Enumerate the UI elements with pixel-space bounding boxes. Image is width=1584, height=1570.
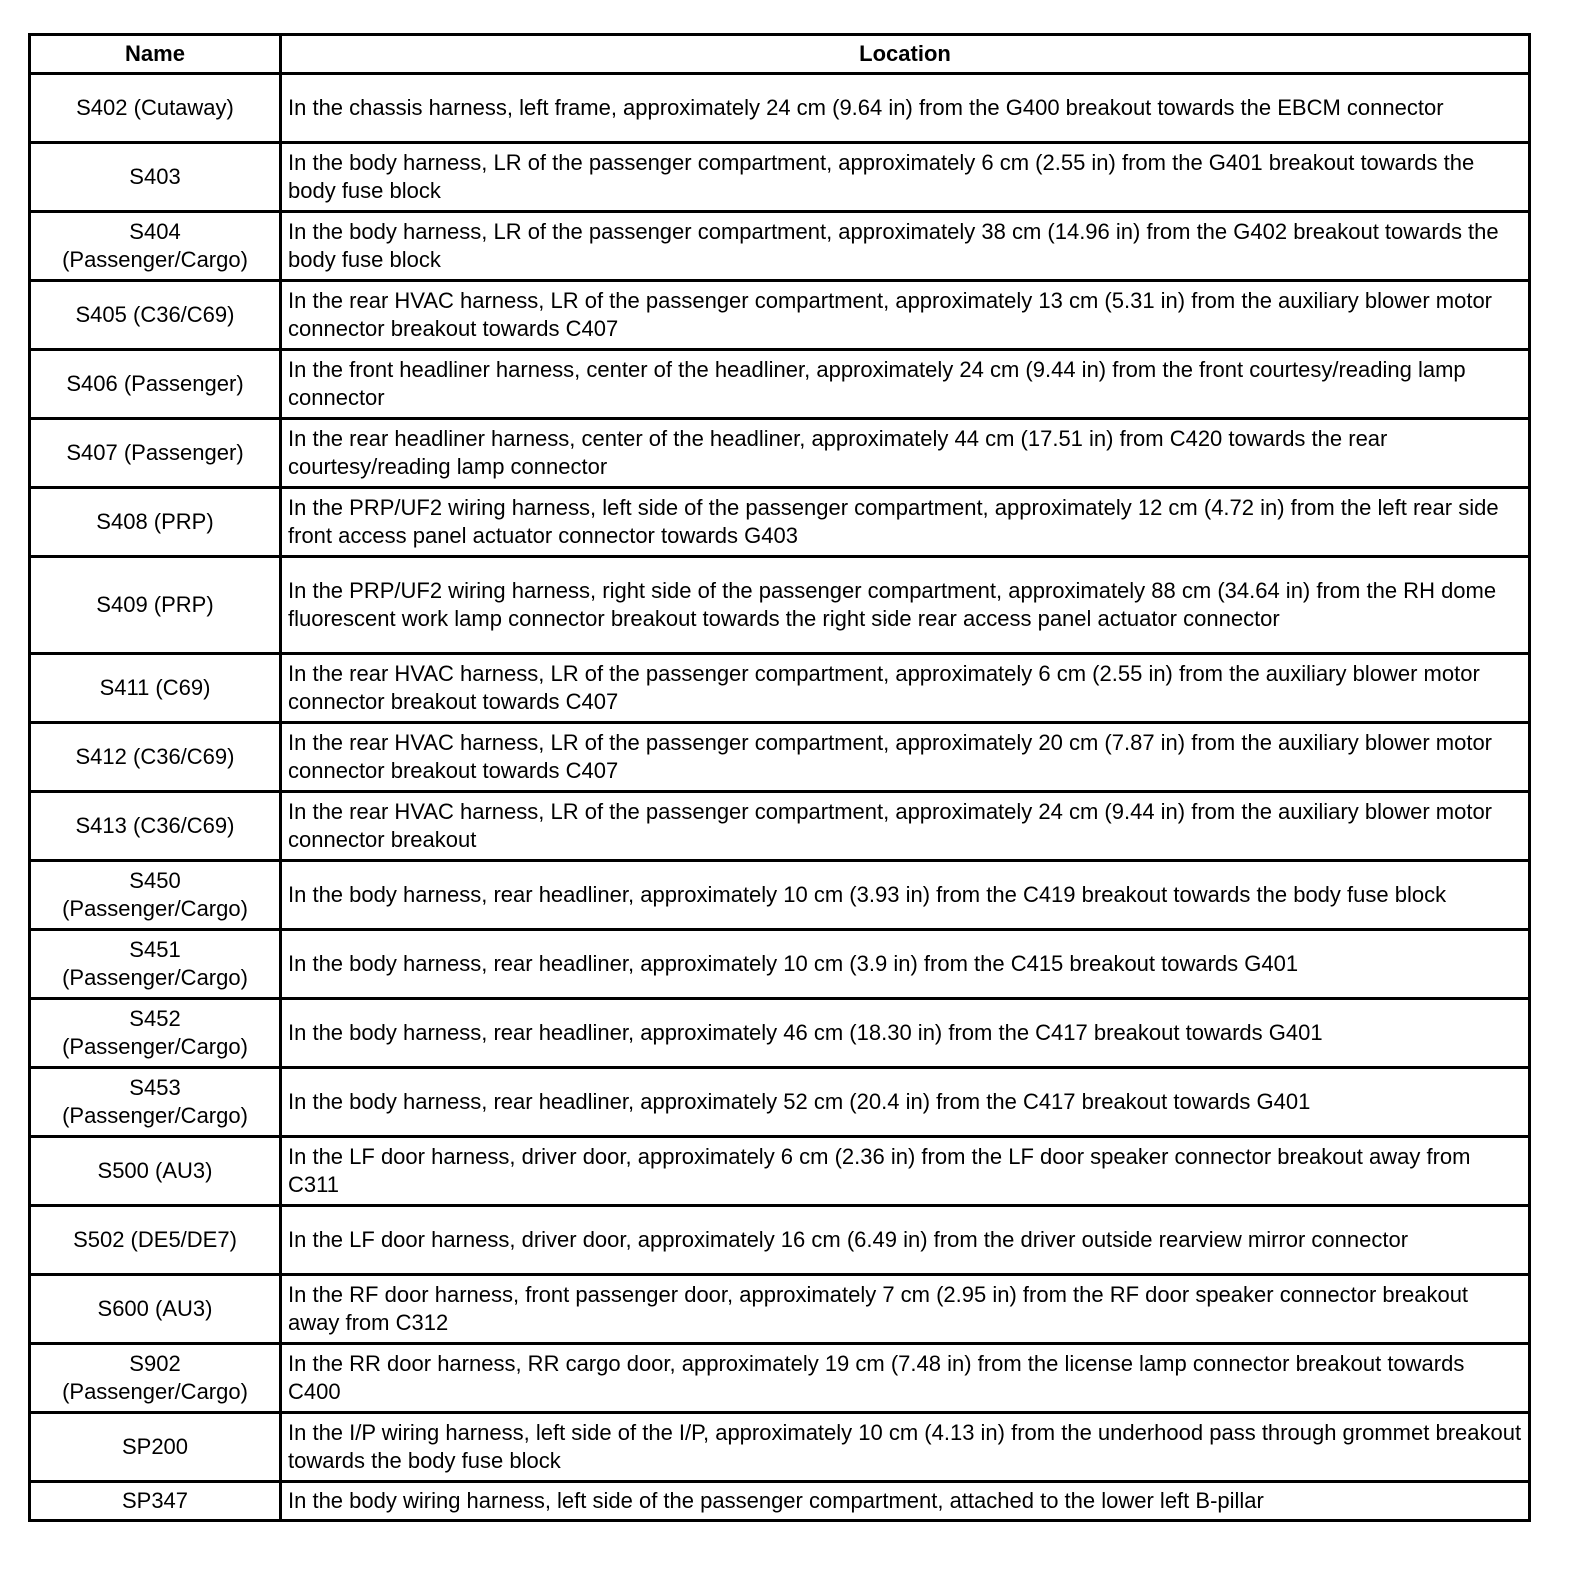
row-name: S408 (PRP) (30, 488, 281, 557)
row-location: In the RF door harness, front passenger door, approximately 7 cm (2.95 in) from the RF door speaker connector breakout away from C312 (281, 1275, 1530, 1344)
row-name: S407 (Passenger) (30, 419, 281, 488)
row-name: S502 (DE5/DE7) (30, 1206, 281, 1275)
table-row (30, 999, 1530, 1068)
row-name: S453 (Passenger/Cargo) (30, 1068, 281, 1137)
row-location: In the rear HVAC harness, LR of the passenger compartment, approximately 6 cm (2.55 in) from the auxiliary blower motor connector breakout towards C407 (281, 654, 1530, 723)
row-name: S406 (Passenger) (30, 350, 281, 419)
row-location: In the rear HVAC harness, LR of the passenger compartment, approximately 24 cm (9.44 in) from the auxiliary blower motor connector breakout (281, 792, 1530, 861)
row-name: S412 (C36/C69) (30, 723, 281, 792)
row-location: In the front headliner harness, center of the headliner, approximately 24 cm (9.44 in) from the front courtesy/reading lamp connector (281, 350, 1530, 419)
table-row (30, 557, 1530, 654)
row-name: S409 (PRP) (30, 557, 281, 654)
row-location: In the PRP/UF2 wiring harness, left side of the passenger compartment, approximately 12 cm (4.72 in) from the left rear side front access panel actuator connector towards G403 (281, 488, 1530, 557)
table-row (30, 792, 1530, 861)
table-row (30, 861, 1530, 930)
row-name: S404 (Passenger/Cargo) (30, 212, 281, 281)
table-row (30, 419, 1530, 488)
table-row (30, 1275, 1530, 1344)
table-header-row (30, 35, 1530, 74)
row-location: In the LF door harness, driver door, approximately 6 cm (2.36 in) from the LF door speaker connector breakout away from C311 (281, 1137, 1530, 1206)
row-location: In the body harness, LR of the passenger compartment, approximately 38 cm (14.96 in) from the G402 breakout towards the body fuse block (281, 212, 1530, 281)
row-name: S405 (C36/C69) (30, 281, 281, 350)
table-row (30, 281, 1530, 350)
row-location: In the PRP/UF2 wiring harness, right side of the passenger compartment, approximately 88 cm (34.64 in) from the RH dome fluorescent work lamp connector breakout towards the right side rear access panel actuator connector (281, 557, 1530, 654)
row-name: S452 (Passenger/Cargo) (30, 999, 281, 1068)
table-row (30, 930, 1530, 999)
table-row (30, 1413, 1530, 1482)
row-name: S600 (AU3) (30, 1275, 281, 1344)
row-name: S902 (Passenger/Cargo) (30, 1344, 281, 1413)
row-location: In the body harness, rear headliner, approximately 52 cm (20.4 in) from the C417 breakout towards G401 (281, 1068, 1530, 1137)
row-location: In the body harness, rear headliner, approximately 10 cm (3.93 in) from the C419 breakout towards the body fuse block (281, 861, 1530, 930)
table-row (30, 143, 1530, 212)
table-row (30, 1482, 1530, 1521)
table-row (30, 1344, 1530, 1413)
row-location: In the LF door harness, driver door, approximately 16 cm (6.49 in) from the driver outside rearview mirror connector (281, 1206, 1530, 1275)
splice-location-table (28, 33, 1531, 1522)
table-row (30, 1137, 1530, 1206)
row-location: In the chassis harness, left frame, approximately 24 cm (9.64 in) from the G400 breakout towards the EBCM connector (281, 74, 1530, 143)
row-name: S413 (C36/C69) (30, 792, 281, 861)
splice-location-table-wrapper (28, 33, 1528, 1522)
row-location: In the I/P wiring harness, left side of the I/P, approximately 10 cm (4.13 in) from the underhood pass through grommet breakout towards the body fuse block (281, 1413, 1530, 1482)
row-name: S411 (C69) (30, 654, 281, 723)
row-name: SP200 (30, 1413, 281, 1482)
header-location: Location (281, 35, 1530, 74)
table-row (30, 1068, 1530, 1137)
row-location: In the body harness, rear headliner, approximately 10 cm (3.9 in) from the C415 breakout towards G401 (281, 930, 1530, 999)
row-location: In the body wiring harness, left side of the passenger compartment, attached to the lower left B-pillar (281, 1482, 1530, 1521)
row-location: In the body harness, LR of the passenger compartment, approximately 6 cm (2.55 in) from the G401 breakout towards the body fuse block (281, 143, 1530, 212)
table-row (30, 350, 1530, 419)
row-name: S500 (AU3) (30, 1137, 281, 1206)
row-location: In the RR door harness, RR cargo door, approximately 19 cm (7.48 in) from the license lamp connector breakout towards C400 (281, 1344, 1530, 1413)
row-name: S402 (Cutaway) (30, 74, 281, 143)
row-name: S451 (Passenger/Cargo) (30, 930, 281, 999)
table-row (30, 212, 1530, 281)
table-row (30, 1206, 1530, 1275)
table-row (30, 74, 1530, 143)
row-name: SP347 (30, 1482, 281, 1521)
row-location: In the rear HVAC harness, LR of the passenger compartment, approximately 20 cm (7.87 in) from the auxiliary blower motor connector breakout towards C407 (281, 723, 1530, 792)
header-name: Name (30, 35, 281, 74)
table-row (30, 654, 1530, 723)
table-row (30, 723, 1530, 792)
row-location: In the rear headliner harness, center of the headliner, approximately 44 cm (17.51 in) from C420 towards the rear courtesy/reading lamp connector (281, 419, 1530, 488)
row-name: S450 (Passenger/Cargo) (30, 861, 281, 930)
row-name: S403 (30, 143, 281, 212)
row-location: In the rear HVAC harness, LR of the passenger compartment, approximately 13 cm (5.31 in) from the auxiliary blower motor connector breakout towards C407 (281, 281, 1530, 350)
row-location: In the body harness, rear headliner, approximately 46 cm (18.30 in) from the C417 breakout towards G401 (281, 999, 1530, 1068)
table-row (30, 488, 1530, 557)
